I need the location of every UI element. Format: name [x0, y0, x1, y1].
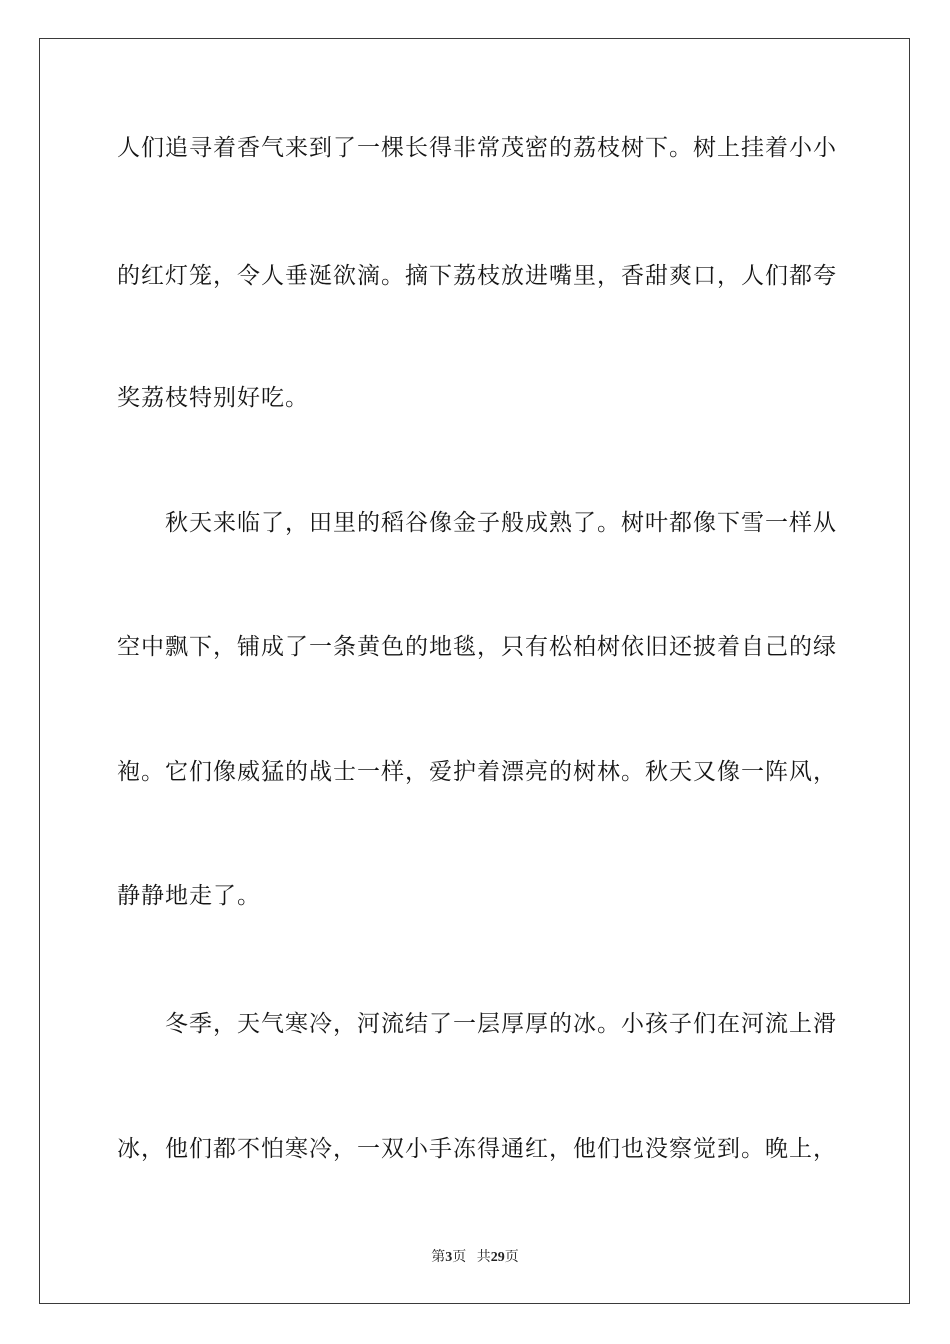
text-line: 冰，他们都不怕寒冷，一双小手冻得通红，他们也没察觉到。晚上，	[117, 1136, 837, 1162]
text-line: 空中飘下，铺成了一条黄色的地毯，只有松柏树依旧还披着自己的绿	[117, 634, 837, 660]
text-line: 袍。它们像威猛的战士一样，爱护着漂亮的树林。秋天又像一阵风，	[117, 759, 837, 785]
current-page-number: 3	[445, 1250, 453, 1265]
total-pages-number: 29	[490, 1250, 505, 1265]
text-line: 奖荔枝特别好吃。	[117, 385, 309, 411]
footer-page-suffix: 页	[452, 1250, 467, 1265]
footer-prefix: 第	[431, 1250, 446, 1265]
text-line: 人们追寻着香气来到了一棵长得非常茂密的荔枝树下。树上挂着小小	[117, 135, 837, 161]
footer-total-prefix: 共	[476, 1250, 491, 1265]
text-line: 静静地走了。	[117, 883, 261, 909]
text-line: 冬季，天气寒冷，河流结了一层厚厚的冰。小孩子们在河流上滑	[117, 1011, 837, 1037]
page-border	[39, 38, 910, 1304]
footer-total-suffix: 页	[504, 1250, 519, 1265]
text-line: 的红灯笼，令人垂涎欲滴。摘下荔枝放进嘴里，香甜爽口，人们都夸	[117, 263, 837, 289]
text-line: 秋天来临了，田里的稻谷像金子般成熟了。树叶都像下雪一样从	[117, 510, 837, 536]
page-footer	[0, 1246, 950, 1266]
